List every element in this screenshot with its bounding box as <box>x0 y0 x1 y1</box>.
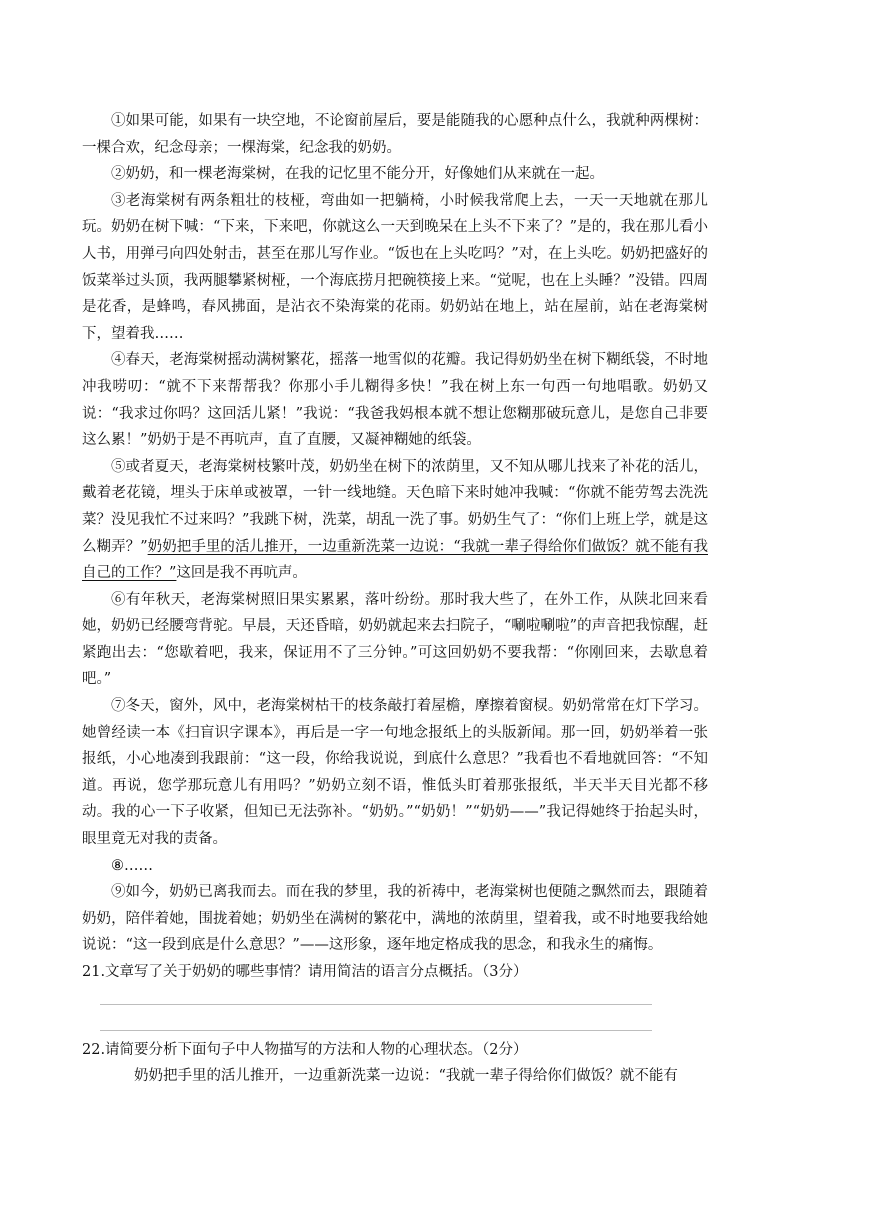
paragraph-5-text: ⑤或者夏天，老海棠树枝繁叶茂，奶奶坐在树下的浓荫里，又不知从哪儿找来了补花的活儿，戴着老花镜，埋头于床单或被罩，一针一线地缝。天色暗下来时她冲我喊：“你就不能劳驾去洗洗菜？没见我忙不过来吗？”我跳下树，洗菜，胡乱一洗了事。奶奶生气了：“你们上班上学，就是这么糊弄？” <box>82 458 708 555</box>
quoted-sentence: 奶奶把手里的活儿推开，一边重新洗菜一边说：“我就一辈子得给你们做饭？就不能有 <box>134 1068 678 1085</box>
underlined-sentence: 奶奶把手里的活儿推开，一边重新洗菜一边说：“我就一辈子得给你们做饭？就不能有我自己的工作？” <box>82 538 708 582</box>
paragraph-6: ⑥有年秋天，老海棠树照旧果实累累，落叶纷纷。那时我大些了，在外工作，从陕北回来看她，奶奶已经腰弯背驼。早晨，天还昏暗，奶奶就起来去扫院子，“唰啦唰啦”的声音把我惊醒，赶紧跑出去：“您歇着吧，我来，保证用不了三分钟。”可这回奶奶不要我帮：“你刚回来，去歇息着吧。” <box>82 591 708 688</box>
answer-line-2[interactable] <box>100 1030 652 1031</box>
document-page <box>82 108 708 1090</box>
paragraph-1: ①如果可能，如果有一块空地，不论窗前屋后，要是能随我的心愿种点什么，我就种两棵树：一棵合欢，纪念母亲；一棵海棠，纪念我的奶奶。 <box>82 113 708 156</box>
paragraph-8: ⑧…… <box>111 857 153 874</box>
paragraph-5-ending: 这回是我不再吭声。 <box>176 565 307 582</box>
paragraph-5 <box>82 454 708 587</box>
answer-line-1[interactable] <box>100 1004 652 1005</box>
paragraph-9: ⑨如今，奶奶已离我而去。而在我的梦里，我的祈祷中，老海棠树也便随之飘然而去，跟随着奶奶，陪伴着她，围拢着她；奶奶坐在满树的繁花中，满地的浓荫里，望着我，或不时地要我给她说说：“这一段到底是什么意思？”——这形象，逐年地定格成我的思念，和我永生的痛悔。 <box>82 884 708 954</box>
paragraph-2: ②奶奶，和一棵老海棠树，在我的记忆里不能分开，好像她们从来就在一起。 <box>111 166 604 183</box>
paragraph-7: ⑦冬天，窗外，风中，老海棠树枯干的枝条敲打着屋檐，摩擦着窗棂。奶奶常常在灯下学习。她曾经读一本《扫盲识字课本》，再后是一字一句地念报纸上的头版新闻。那一回，奶奶举着一张报纸，小心地凑到我跟前：“这一段，你给我说说，到底什么意思？”我看也不看地就回答：“不知道。再说，您学那玩意儿有用吗？”奶奶立刻不语，惟低头盯着那张报纸，半天半天目光都不移动。我的心一下子收紧，但知已无法弥补。“奶奶。”“奶奶！”“奶奶——”我记得她终于抬起头时，眼里竟无对我的责备。 <box>82 698 708 848</box>
paragraph-3: ③老海棠树有两条粗壮的枝桠，弯曲如一把躺椅，小时候我常爬上去，一天一天地就在那儿玩。奶奶在树下喊：“下来，下来吧，你就这么一天到晚呆在上头不下来了？”是的，我在那儿看小人书，用弹弓向四处射击，甚至在那儿写作业。“饭也在上头吃吗？”对，在上头吃。奶奶把盛好的饭菜举过头顶，我两腿攀紧树桠，一个海底捞月把碗筷接上来。“觉呢，也在上头睡？”没错。四周是花香，是蜂鸣，春风拂面，是沾衣不染海棠的花雨。奶奶站在地上，站在屋前，站在老海棠树下，望着我…… <box>82 192 708 342</box>
question-22: 22.请简要分析下面句子中人物描写的方法和人物的心理状态。（2分） <box>82 1041 528 1058</box>
paragraph-4: ④春天，老海棠树摇动满树繁花，摇落一地雪似的花瓣。我记得奶奶坐在树下糊纸袋，不时地冲我唠叨：“就不下来帮帮我？你那小手儿糊得多快！”我在树上东一句西一句地唱歌。奶奶又说：“我求过你吗？这回活儿紧！”我说：“我爸我妈根本就不想让您糊那破玩意儿，是您自己非要这么累！”奶奶于是不再吭声，直了直腰，又凝神糊她的纸袋。 <box>82 352 708 449</box>
question-21: 21.文章写了关于奶奶的哪些事情？请用简洁的语言分点概括。（3分） <box>82 964 528 980</box>
